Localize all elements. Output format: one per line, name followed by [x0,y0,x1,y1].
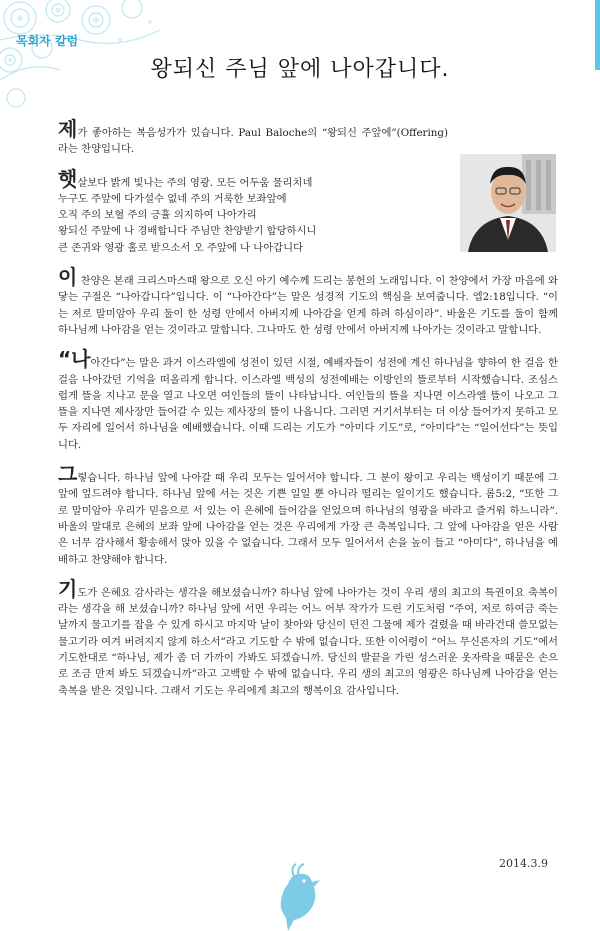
drop-cap: 햇 [58,166,78,191]
paragraph-text: 렇습니다. 하나님 앞에 나아갈 때 우리 모두는 일어서야 합니다. 그 분이 왕이고 우리는 백성이기 때문에 그 앞에 엎드려야 합니다. 하나님 앞에 서는 것은 기쁜 일일 뿐 아니라 떨리는 일이기도 했습니다. 롬5:2, “또한 그로 말미암아 우리가 믿음으로 서 있는 이 은혜에 들어감을 얻었으며 하나님의 영광을 바라고 즐거워 하느니라”. 바울의 말대로 은혜의 보좌 앞에 나아감을 얻는 것은 우리에게 가장 큰 축복입니다. 그 앞에 나아감을 얻은 사람은 너무 감사해서 황송해서 앉아 있을 수 없습니다. 그래서 모두 일어서서 손을 높이 들고 “아미다”, 하나님을 예배하고 찬양해야 합니다. [58,472,558,566]
drop-cap: 그 [58,462,78,487]
bird-icon [274,862,334,931]
lyric-line: 큰 존귀와 영광 홀로 받으소서 오 주앞에 나 나아갑니다 [58,241,304,254]
drop-cap: 제 [58,117,78,141]
page-title: 왕되신 주님 앞에 나아갑니다. [150,57,450,82]
paragraph-text: 가 좋아하는 복음성가가 있습니다. Paul Baloche의 “왕되신 주앞에”(Offering)라는 찬양입니다. [58,127,448,156]
paragraph-5 [58,576,558,699]
publish-date: 2014.3.9 [499,857,548,870]
lyric-line: 왕되신 주앞에 나 경배합니다 주님만 찬양받기 합당하시니 [58,225,317,238]
paragraph-text: 아간다”는 말은 과거 이스라엘에 성전이 있던 시절, 예배자들이 성전에 계신 하나님을 향하여 한 걸음 한 걸음 나아갔던 기억을 떠올리게 합니다. 이스라엘 백성의 성전예배는 이방인의 뜰로부터 시작했습니다. 조심스럽게 뜰을 지나고 문을 열고 나오면 여인들의 뜰이 나타납니다. 여인들의 뜰을 지나면 이스라엘 뜰이 나오고 그 뜰을 지나면 제사장만 들어갈 수 있는 제사장의 뜰이 나옵니다. 그러면 거기서부터는 더 이상 들어가지 못하고 모두 자리에 일어서 하나님을 예배했습니다. 이때 드리는 기도가 “아미다 기도”로, “아미다”는 “일어선다”는 뜻입니다. [58,357,558,451]
lyric-line: 오직 주의 보혈 주의 긍휼 의지하여 나아가리 [58,209,257,222]
drop-cap: 이 [58,265,78,290]
paragraph-1 [58,117,448,158]
lyrics-block [58,166,448,256]
section-label: 목회자 칼럼 [16,34,79,48]
drop-cap: “나 [58,347,91,372]
paragraph-text: 도가 은혜요 감사라는 생각을 해보셨습니까? 하나님 앞에 나아가는 것이 우리 생의 최고의 특권이요 축복이라는 생각을 해 보셨습니까? 하나님 앞에 서면 우리는 어느 어부 작가가 드린 기도처럼 “주여, 저로 하여금 죽는 날까지 물고기를 잡을 수 있게 하시고 마지막 날이 찾아와 당신이 던진 그물에 제가 걸렸을 때 바라건대 쓸모없는 물고기라 여겨 버려지지 않게 하소서”라고 기도할 수 밖에 없습니다. 또한 이어령이 “어느 무신론자의 기도”에서 기도한대로 “하나님, 제가 좀 더 가까이 가봐도 되겠습니까. 당신의 발끝을 가린 성스러운 옷자락을 때묻은 손으로 조금 만져 봐도 되겠습니까”라고 고백할 수 밖에 없습니다. 우리 생의 최고의 영광은 하나님께 나아감을 얻는 축복을 받은 것입니다. 그래서 기도는 우리에게 최고의 행복이요 감사입니다. [58,586,558,697]
lyric-line: 햇살보다 밝게 빛나는 주의 영광. 모든 어두움 물리치네 [58,166,313,191]
column-body [58,117,558,715]
paragraph-4 [58,462,558,568]
lyric-line: 누구도 주앞에 다가설수 없네 주의 거룩한 보좌앞에 [58,192,287,205]
paragraph-3 [58,347,558,453]
paragraph-2 [58,265,558,338]
drop-cap: 기 [58,576,78,601]
paragraph-text: 찬양은 본래 크리스마스때 왕으로 오신 아기 예수께 드리는 봉헌의 노래입니다. 이 찬양에서 가장 마음에 와 닿는 구절은 “나아갑니다”입니다. 이 “나아간다”는 말은 성경적 기도의 핵심을 보여줍니다. 엡2:18입니다. “이는 저로 말미암아 우리 둘이 한 성령 안에서 아버지께 나아감을 얻게 하려 하심이라”. 바울은 기도를 둘이 함께 하나님께 나아감을 얻는 것이라고 말합니다. 그나마도 한 성령 안에서 아버지께 나아가는 것이라고 말합니다. [58,275,558,336]
